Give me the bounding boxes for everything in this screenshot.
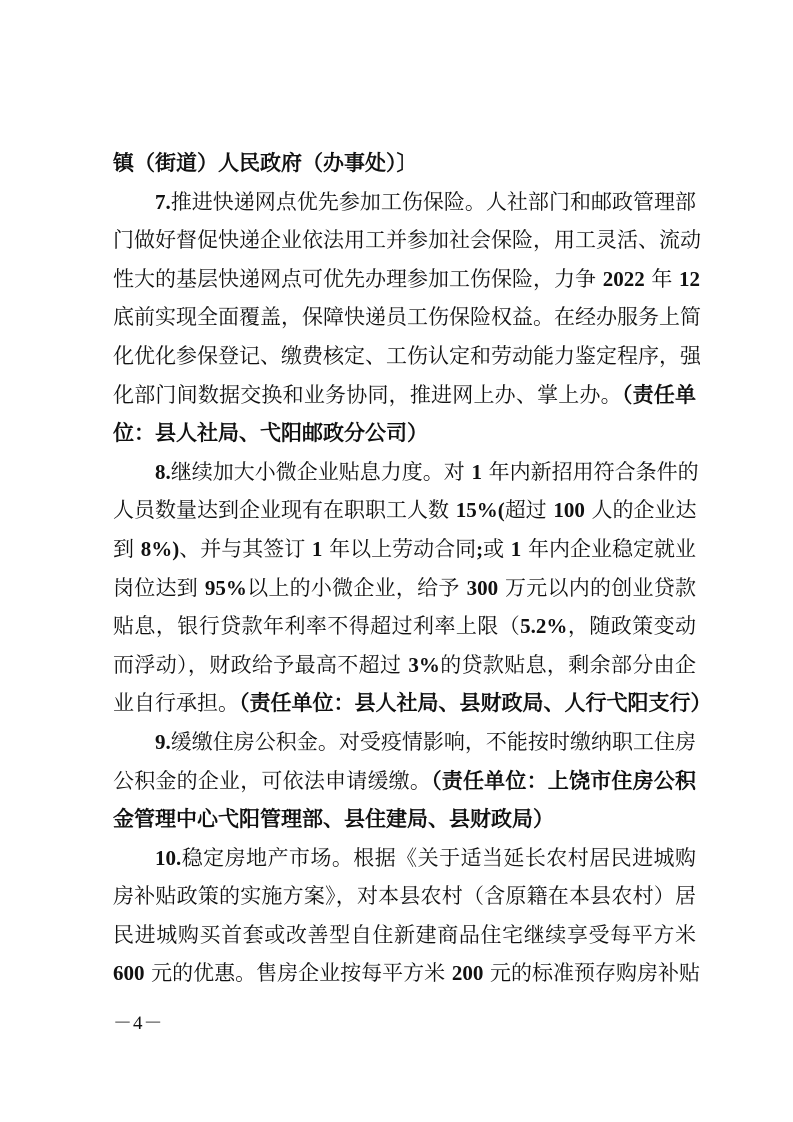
text-segment: 缓缴住房公积金。对受疫情影响，不能按时缴纳职工住房 xyxy=(170,729,696,754)
text-line xyxy=(113,453,699,492)
text-segment: 人的企业达 xyxy=(584,498,697,523)
text-line xyxy=(113,298,701,337)
text-segment: 岗位达到 xyxy=(113,575,205,600)
text-segment: ; xyxy=(476,536,484,561)
body-text xyxy=(113,144,712,993)
text-segment: 推进快递网点优先参加工伤保险。人社部门和邮政管理部 xyxy=(170,189,696,214)
text-segment: 金管理中心弋阳管理部、县住建局、县财政局） xyxy=(113,807,554,832)
text-segment: 门做好督促快递企业依法用工并参加社会保险，用工灵活、流动 xyxy=(113,228,701,253)
text-segment: 或 xyxy=(483,536,511,561)
text-segment: 300 xyxy=(466,575,499,600)
text-line xyxy=(113,684,712,723)
text-segment: 贴息，银行贷款年利率不得超过利率上限（ xyxy=(113,614,521,639)
text-segment: 年 xyxy=(644,266,680,291)
text-line xyxy=(113,183,696,222)
text-segment: 15%( xyxy=(455,498,505,523)
text-segment: 万元以内的创业贷款 xyxy=(498,575,696,600)
text-segment: （责任单位：上饶市住房公积 xyxy=(431,768,697,793)
text-segment: 3% xyxy=(408,652,440,677)
text-segment: 化优化参保登记、缴费核定、工伤认定和劳动能力鉴定程序，强 xyxy=(113,343,701,368)
text-line xyxy=(113,646,696,685)
text-segment: 化部门间数据交换和业务协同，推进网上办、掌上办。 xyxy=(113,382,622,407)
text-segment: 而浮动），财政给予最高不超过 xyxy=(113,652,409,677)
text-segment: 的贷款贴息，剩余部分由企 xyxy=(439,652,696,677)
text-segment: ，随政策变动 xyxy=(567,614,697,639)
text-segment: 8. xyxy=(155,459,171,484)
text-segment: 底前实现全面覆盖，保障快递员工伤保险权益。在经办服务上简 xyxy=(113,305,701,330)
text-segment: 业自行承担。 xyxy=(113,691,239,716)
text-line xyxy=(113,491,696,530)
text-segment: 元的优惠。售房企业按每平方米 xyxy=(144,961,452,986)
text-line xyxy=(113,607,696,646)
text-segment: 位：县人社局、弋阳邮政分公司） xyxy=(113,421,428,446)
text-segment: 房补贴政策的实施方案》，对本县农村（含原籍在本县农村）居 xyxy=(113,884,696,909)
text-line xyxy=(113,916,696,955)
text-segment: 2022 xyxy=(602,266,645,291)
text-segment: 到 xyxy=(113,536,141,561)
text-segment: 元的标准预存购房补贴 xyxy=(483,961,701,986)
text-line xyxy=(113,144,696,183)
text-segment: 1 xyxy=(311,536,323,561)
text-segment: 性大的基层快递网点可优先办理参加工伤保险，力争 xyxy=(113,266,603,291)
text-segment: 年内新招用符合条件的 xyxy=(481,459,699,484)
text-line xyxy=(113,762,696,801)
text-segment: 人员数量达到企业现有在职职工人数 xyxy=(113,498,456,523)
text-segment: 200 xyxy=(451,961,484,986)
page-number: －4－ xyxy=(113,1013,164,1034)
text-segment: 公积金的企业，可依法申请缓缴。 xyxy=(113,768,432,793)
text-segment: 5.2% xyxy=(520,614,568,639)
text-segment: 10. xyxy=(155,845,182,870)
text-line xyxy=(113,954,701,993)
text-segment: 8%) xyxy=(140,536,180,561)
text-segment: 以上的小微企业，给予 xyxy=(246,575,467,600)
text-line xyxy=(113,877,696,916)
text-segment: 100 xyxy=(553,498,585,523)
text-line xyxy=(113,723,696,762)
text-segment: 1 xyxy=(510,536,522,561)
text-segment: 7. xyxy=(155,189,171,214)
text-line xyxy=(113,569,696,608)
text-segment: （责任单位：县人社局、县财政局、人行弋阳支行） xyxy=(239,691,712,716)
text-segment: 继续加大小微企业贴息力度。对 xyxy=(170,459,472,484)
text-segment: 1 xyxy=(471,459,482,484)
text-line xyxy=(113,800,696,839)
text-line xyxy=(113,414,696,453)
text-line xyxy=(113,221,701,260)
text-segment: 稳定房地产市场。根据《关于适当延长农村居民进城购 xyxy=(181,845,696,870)
text-segment: 600 xyxy=(113,961,145,986)
text-line xyxy=(113,839,696,878)
text-segment: 12 xyxy=(679,266,701,291)
text-segment: 年以上劳动合同 xyxy=(322,536,477,561)
text-segment: 镇（街道）人民政府（办事处）〕 xyxy=(113,151,418,175)
text-segment: （责任单 xyxy=(621,382,697,407)
text-line xyxy=(113,337,701,376)
text-segment: 9. xyxy=(155,729,171,754)
text-line xyxy=(113,530,696,569)
text-line xyxy=(113,376,696,415)
text-segment: 民进城购买首套或改善型自住新建商品住宅继续享受每平方米 xyxy=(113,922,696,947)
text-segment: 超过 xyxy=(504,498,554,523)
text-line xyxy=(113,260,701,299)
text-segment: 年内企业稳定就业 xyxy=(521,536,696,561)
text-segment: 、并与其签订 xyxy=(179,536,312,561)
text-segment: 95% xyxy=(204,575,247,600)
